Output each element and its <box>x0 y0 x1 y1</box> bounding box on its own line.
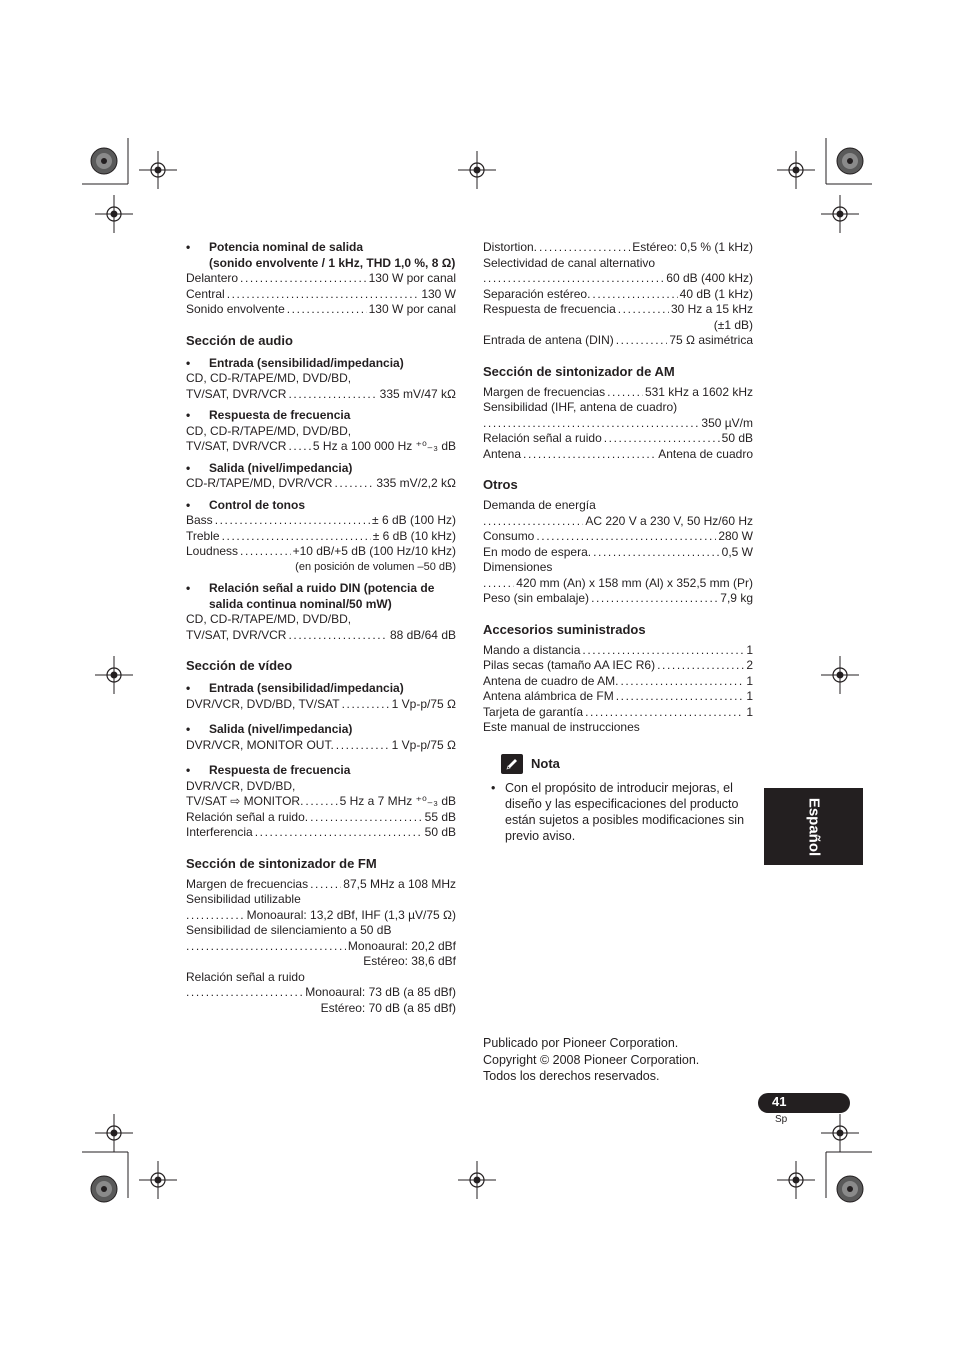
audio-relacion-heading: • Relación señal a ruido DIN (potencia de salida continua nominal/50 mW) <box>186 581 456 612</box>
spec-row: ..... 420 mm (An) x 158 mm (Al) x 352,5 mm (Pr) <box>483 576 753 592</box>
spec-row: Separación estéreo. ..... 40 dB (1 kHz) <box>483 287 753 303</box>
spec-line: Sensibilidad (IHF, antena de cuadro) <box>483 400 678 414</box>
footer-line: Copyright © 2008 Pioneer Corporation. <box>483 1052 700 1067</box>
spec-row: ..... AC 220 V a 230 V, 50 Hz/60 Hz <box>483 514 753 530</box>
page-number-badge <box>758 1093 850 1113</box>
section-heading-fm: Sección de sintonizador de FM <box>186 855 377 871</box>
spec-row: Antena de cuadro de AM. ..... 1 <box>483 674 753 690</box>
spec-line: Sensibilidad de silenciamiento a 50 dB <box>186 923 392 937</box>
spec-line: Demanda de energía <box>483 498 596 512</box>
section-heading-am: Sección de sintonizador de AM <box>483 363 675 379</box>
nota-text: • Con el propósito de introducir mejoras, el diseño y las especificaciones del producto están sujetos a posibles modificaciones sin previo aviso. <box>483 780 763 844</box>
spec-line: Este manual de instrucciones <box>483 720 640 734</box>
potencia-heading: • Potencia nominal de salida (sonido envolvente / 1 kHz, THD 1,0 %, 8 Ω) <box>186 240 456 271</box>
spec-row: CD-R/TAPE/MD, DVR/VCR ..... 335 mV/2,2 kΩ <box>186 476 456 492</box>
spec-row: TV/SAT, DVR/VCR ..... 335 mV/47 kΩ <box>186 387 456 403</box>
spec-row: TV/SAT ⇨ MONITOR. ..... 5 Hz a 7 MHz ⁺⁰₋₃ dB <box>186 794 456 810</box>
publisher-footer <box>483 1035 783 1085</box>
spec-row: Relación señal a ruido ..... 50 dB <box>483 431 753 447</box>
audio-salida-heading: • Salida (nivel/impedancia) <box>186 461 456 477</box>
spec-row: Antena ..... Antena de cuadro <box>483 447 753 463</box>
spec-row: DVR/VCR, MONITOR OUT. ..... 1 Vp-p/75 Ω <box>186 738 456 754</box>
audio-entrada-heading: • Entrada (sensibilidad/impedancia) <box>186 356 456 372</box>
spec-row: En modo de espera. ..... 0,5 W <box>483 545 753 561</box>
spec-line: CD, CD-R/TAPE/MD, DVD/BD, <box>186 423 352 438</box>
nota-heading <box>501 754 753 774</box>
spec-row: Central ..... 130 W <box>186 287 456 303</box>
spec-row: Consumo ..... 280 W <box>483 529 753 545</box>
spec-line: Estéreo: 70 dB (a 85 dBf) <box>320 1000 456 1015</box>
pencil-note-icon <box>501 754 523 774</box>
audio-respuesta-heading: • Respuesta de frecuencia <box>186 408 456 424</box>
spec-row: Interferencia ..... 50 dB <box>186 825 456 841</box>
section-heading-accesorios: Accesorios suministrados <box>483 621 646 637</box>
spec-row: ..... 60 dB (400 kHz) <box>483 271 753 287</box>
page-number: 41 <box>772 1094 787 1109</box>
spec-line: CD, CD-R/TAPE/MD, DVD/BD, <box>186 612 352 626</box>
spec-row: Antena alámbrica de FM ..... 1 <box>483 689 753 705</box>
spec-row: DVR/VCR, DVD/BD, TV/SAT ..... 1 Vp-p/75 Ω <box>186 697 456 713</box>
spec-row: Loudness ..... +10 dB/+5 dB (100 Hz/10 kHz) <box>186 544 456 560</box>
left-column <box>186 240 456 1016</box>
spec-row: Distortion. ..... Estéreo: 0,5 % (1 kHz) <box>483 240 753 256</box>
spec-row: ..... Monoaural: 13,2 dBf, IHF (1,3 µV/75 Ω) <box>186 908 456 924</box>
language-tab-label: Español <box>805 797 822 856</box>
spec-row: Relación señal a ruido. ..... 55 dB <box>186 810 456 826</box>
video-respuesta-heading: • Respuesta de frecuencia <box>186 763 456 779</box>
section-heading-video: Sección de vídeo <box>186 658 293 673</box>
spec-row: ..... Monoaural: 20,2 dBf <box>186 939 456 955</box>
spec-line: Dimensiones <box>483 560 553 574</box>
spec-row: Margen de frecuencias ..... 531 kHz a 1602 kHz <box>483 385 753 401</box>
spec-row: Peso (sin embalaje) ..... 7,9 kg <box>483 591 753 607</box>
spec-line: CD, CD-R/TAPE/MD, DVD/BD, <box>186 371 352 385</box>
spec-row: Mando a distancia ..... 1 <box>483 643 753 659</box>
spec-line: Relación señal a ruido <box>186 969 305 984</box>
spec-row: TV/SAT, DVR/VCR ..... 5 Hz a 100 000 Hz ⁺⁰₋₃ dB <box>186 439 456 455</box>
spec-row: Sonido envolvente ..... 130 W por canal <box>186 302 456 318</box>
spec-row: Pilas secas (tamaño AA IEC R6) ..... 2 <box>483 658 753 674</box>
language-tab <box>764 788 863 865</box>
spec-row: Margen de frecuencias ..... 87,5 MHz a 108 MHz <box>186 877 456 893</box>
spec-line: DVR/VCR, DVD/BD, <box>186 778 296 793</box>
spec-row: Delantero ..... 130 W por canal <box>186 271 456 287</box>
video-salida-heading: • Salida (nivel/impedancia) <box>186 722 456 738</box>
footer-line: Todos los derechos reservados. <box>483 1069 660 1083</box>
right-column <box>483 240 753 844</box>
spec-note: (en posición de volumen –50 dB) <box>295 560 456 573</box>
spec-row: ..... 350 µV/m <box>483 416 753 432</box>
audio-tonos-heading: • Control de tonos <box>186 498 456 514</box>
spec-row: Treble ..... ± 6 dB (10 kHz) <box>186 529 456 545</box>
spec-row: ..... Monoaural: 73 dB (a 85 dBf) <box>186 985 456 1001</box>
spec-row: Entrada de antena (DIN) ..... 75 Ω asimétrica <box>483 333 753 349</box>
section-heading-audio: Sección de audio <box>186 332 293 348</box>
spec-row: Bass ..... ± 6 dB (100 Hz) <box>186 513 456 529</box>
page-language-code: Sp <box>775 1114 788 1125</box>
spec-line: Sensibilidad utilizable <box>186 892 301 906</box>
footer-line: Publicado por Pioneer Corporation. <box>483 1036 679 1050</box>
spec-row: Respuesta de frecuencia ..... 30 Hz a 15 kHz <box>483 302 753 318</box>
spec-row: TV/SAT, DVR/VCR ..... 88 dB/64 dB <box>186 628 456 644</box>
spec-row: Tarjeta de garantía ..... 1 <box>483 705 753 721</box>
spec-line: Selectividad de canal alternativo <box>483 255 656 270</box>
section-heading-otros: Otros <box>483 477 518 492</box>
video-entrada-heading: • Entrada (sensibilidad/impedancia) <box>186 681 456 697</box>
spec-line: (±1 dB) <box>713 317 753 332</box>
nota-title: Nota <box>531 755 560 771</box>
spec-line: Estéreo: 38,6 dBf <box>363 954 456 968</box>
